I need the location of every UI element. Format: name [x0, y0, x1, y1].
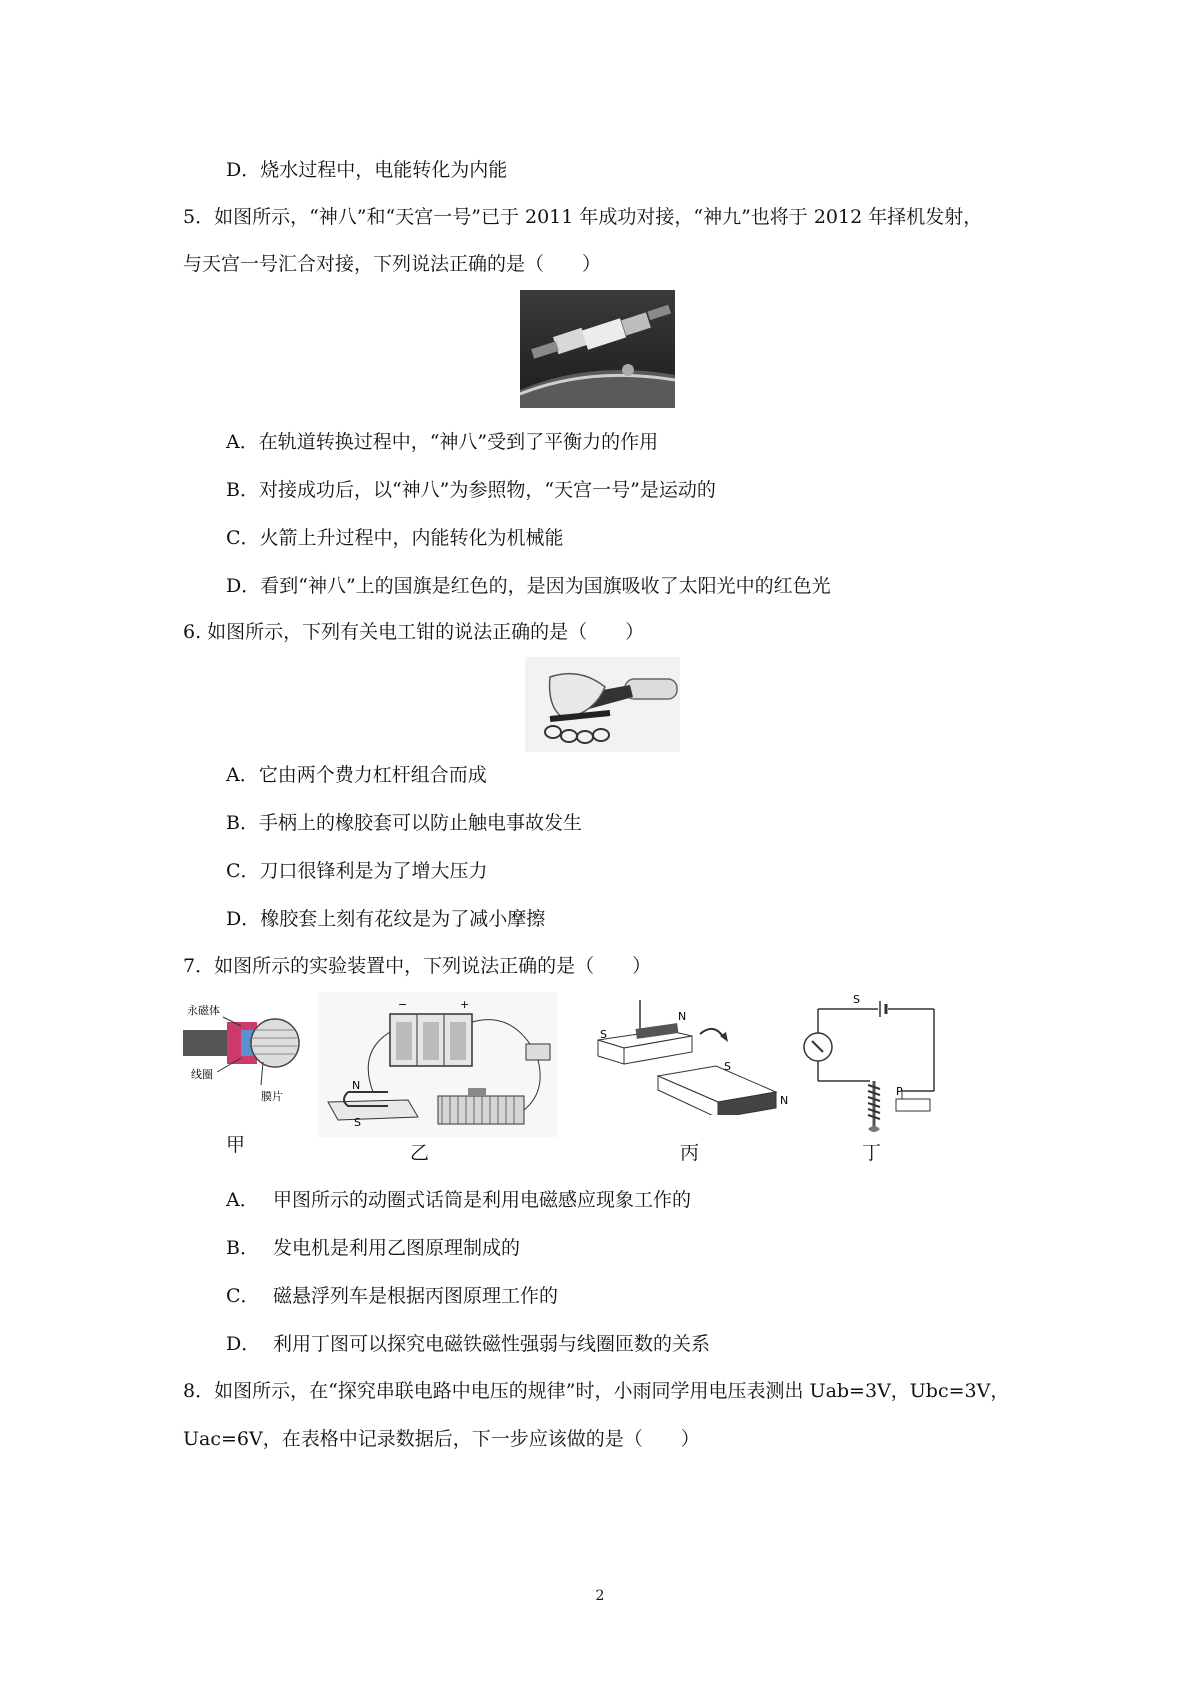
q7-option-b-letter: B． [226, 1237, 259, 1259]
q4-option-d: D．烧水过程中，电能转化为内能 [226, 159, 508, 181]
bing-n-right: N [780, 1094, 789, 1107]
q5-option-c: C．火箭上升过程中，内能转化为机械能 [226, 527, 564, 549]
figure-bing-caption: 丙 [680, 1142, 700, 1164]
bing-n-top: N [678, 1010, 687, 1023]
q7-option-b-text: 发电机是利用乙图原理制成的 [273, 1237, 521, 1259]
spacecraft-docking-photo [520, 290, 675, 408]
q7-stem-line1: 7．如图所示的实验装置中，下列说法正确的是（ ） [183, 955, 652, 977]
q5-option-d: D．看到“神八”上的国旗是红色的，是因为国旗吸收了太阳光中的红色光 [226, 575, 831, 597]
yi-n: N [352, 1079, 361, 1092]
pliers-photo [525, 657, 680, 752]
q7-option-a [226, 1188, 691, 1212]
q8-stem-line2: Uac=6V，在表格中记录数据后，下一步应该做的是（ ） [183, 1428, 700, 1450]
q7-option-d-letter: D． [226, 1333, 261, 1355]
q5-option-a: A．在轨道转换过程中，“神八”受到了平衡力的作用 [226, 431, 659, 453]
figure-ding-caption: 丁 [862, 1142, 882, 1164]
figure-bing-magnets [596, 1000, 796, 1115]
q7-option-d [226, 1332, 710, 1356]
figure-jia-microphone [183, 1000, 303, 1110]
q7-option-b [226, 1236, 520, 1260]
bing-s-left: S [600, 1028, 607, 1041]
q6-option-d: D．橡胶套上刻有花纹是为了减小摩擦 [226, 908, 546, 930]
q5-stem-line2: 与天宫一号汇合对接，下列说法正确的是（ ） [183, 253, 602, 275]
ding-switch: S [853, 995, 860, 1006]
bing-s-right: S [724, 1060, 731, 1073]
yi-plus: + [460, 998, 470, 1011]
q8-stem-line1: 8．如图所示，在“探究串联电路中电压的规律”时，小雨同学用电压表测出 Uab=3V，Ubc=3V， [183, 1380, 1010, 1402]
q7-option-d-text: 利用丁图可以探究电磁铁磁性强弱与线圈匝数的关系 [273, 1333, 711, 1355]
figure-yi-caption: 乙 [410, 1142, 430, 1164]
yi-minus: − [398, 998, 408, 1011]
q7-option-a-letter: A． [226, 1189, 259, 1211]
q6-option-c: C．刀口很锋利是为了增大压力 [226, 860, 488, 882]
q6-option-b: B．手柄上的橡胶套可以防止触电事故发生 [226, 812, 582, 834]
jia-label-membrane: 膜片 [261, 1090, 283, 1103]
q6-stem-line1: 6. 如图所示，下列有关电工钳的说法正确的是（ ） [183, 621, 645, 643]
figure-ding-circuit [798, 995, 943, 1145]
figure-yi-apparatus [318, 992, 558, 1137]
q7-option-c [226, 1284, 558, 1308]
yi-s: S [354, 1116, 361, 1129]
jia-label-magnet: 永磁体 [187, 1004, 220, 1017]
q7-option-c-text: 磁悬浮列车是根据丙图原理工作的 [273, 1285, 559, 1307]
q7-option-a-text: 甲图所示的动圈式话筒是利用电磁感应现象工作的 [273, 1189, 692, 1211]
ding-slider: P [896, 1085, 903, 1098]
q5-stem-line1: 5．如图所示，“神八”和“天宫一号”已于 2011 年成功对接，“神九”也将于 2012 年择机发射， [183, 206, 983, 228]
q7-option-c-letter: C． [226, 1285, 260, 1307]
q5-option-b: B．对接成功后，以“神八”为参照物，“天宫一号”是运动的 [226, 479, 716, 501]
figure-jia-caption: 甲 [226, 1134, 246, 1156]
page-number: 2 [595, 1588, 605, 1604]
q6-option-a: A．它由两个费力杠杆组合而成 [226, 764, 487, 786]
jia-label-coil: 线圈 [191, 1068, 213, 1081]
